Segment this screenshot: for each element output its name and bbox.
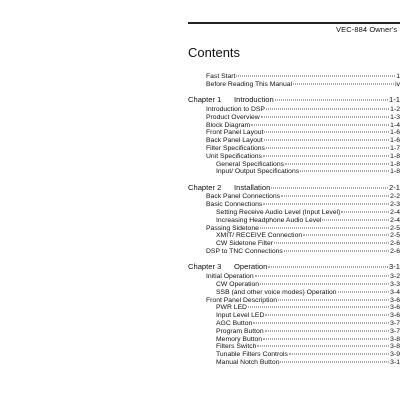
toc-entry-title: Basic Connections — [206, 201, 263, 209]
header-rule — [188, 22, 400, 24]
toc-entry-row — [216, 304, 400, 312]
toc-page-number: 1-2 — [390, 105, 400, 113]
toc-page-number: 2-5 — [390, 224, 400, 232]
toc-page-number: 3-6 — [390, 304, 400, 312]
toc-leader-dots — [268, 267, 388, 268]
toc-page-number: 3-8 — [390, 343, 400, 351]
toc-entry-row — [206, 273, 400, 281]
toc-leader-dots — [260, 283, 389, 284]
toc-entry-title: XMIT/ RECEIVE Connection — [216, 232, 303, 240]
toc-page-number: 3-2 — [390, 273, 400, 281]
toc-leader-dots — [338, 291, 390, 292]
toc-entry-title: Fast Start — [206, 73, 236, 80]
toc-leader-dots — [289, 354, 389, 355]
toc-entry-row — [216, 351, 400, 359]
toc-entry-title: Product Overview — [206, 113, 260, 121]
toc-chapter-row — [188, 263, 400, 271]
toc-entry-row — [206, 73, 400, 81]
toc-leader-dots — [266, 108, 389, 109]
toc-page-number: 3-6 — [390, 296, 400, 304]
toc-entry-row — [216, 359, 400, 367]
toc-entry-title: Front Panel Layout — [206, 129, 264, 137]
toc-leader-dots — [303, 235, 389, 236]
toc-page-number: 1-7 — [390, 144, 400, 152]
toc-entry-title: Passing Sidetone — [206, 224, 259, 232]
toc-entry-title: Introduction — [234, 96, 274, 105]
contents-heading: Contents — [188, 45, 241, 60]
toc-entry-row — [206, 114, 400, 122]
toc-entry-title: DSP to TNC Connections — [206, 248, 283, 255]
toc-entry-title: Tunable Filters Controls — [216, 351, 288, 359]
toc-leader-dots — [263, 338, 389, 339]
toc-chapter-number: Chapter 3 — [188, 263, 222, 272]
toc-entry-row — [206, 193, 400, 201]
toc-entry-title: Block Diagram — [206, 121, 251, 129]
toc-page-number: 1-6 — [390, 129, 400, 137]
toc-entry-row — [206, 297, 400, 305]
toc-chapter-number: Chapter 2 — [188, 183, 222, 192]
toc-leader-dots — [293, 83, 394, 84]
toc-entry-title: Initial Operation — [206, 273, 254, 281]
toc-chapter-row — [188, 184, 400, 192]
document-title: VEC-884 Owner's — [336, 25, 398, 34]
toc-leader-dots — [274, 243, 389, 244]
toc-entry-title: General Specifications — [216, 160, 285, 168]
toc-entry-row — [216, 336, 400, 344]
toc-leader-dots — [255, 276, 390, 277]
toc-entry-row — [206, 106, 400, 114]
toc-leader-dots — [278, 299, 389, 300]
toc-entry-row — [206, 137, 400, 145]
toc-leader-dots — [260, 227, 389, 228]
toc-page-number: 2-3 — [390, 201, 400, 209]
toc-entry-row — [206, 122, 400, 130]
toc-entry-title: PWR LED — [216, 304, 247, 312]
toc-entry-row — [216, 232, 400, 240]
toc-entry-title: SSB (and other voice modes) Operation — [216, 288, 337, 296]
toc-entry-title: Filters Switch — [216, 343, 257, 351]
toc-leader-dots — [265, 315, 389, 316]
toc-page-number: 3-9 — [390, 351, 400, 359]
toc-page-number: 3-7 — [390, 319, 400, 327]
toc-entry-title: Input/ Output Specifications — [216, 168, 300, 176]
toc-entry-row — [206, 81, 400, 89]
toc-entry-row — [216, 209, 400, 217]
toc-entry-title: Setting Receive Audio Level (Input Level) — [216, 209, 341, 216]
toc-entry-row — [216, 281, 400, 289]
toc-leader-dots — [236, 76, 395, 77]
toc-page-number: 1 — [396, 73, 400, 80]
toc-page-number: 2-6 — [390, 248, 400, 255]
toc-entry-title: Increasing Headphone Audio Level — [216, 216, 322, 224]
toc-leader-dots — [261, 116, 390, 117]
toc-entry-row — [206, 225, 400, 233]
toc-entry-row — [216, 328, 400, 336]
toc-entry-title: Operation — [234, 263, 268, 272]
toc-leader-dots — [264, 132, 389, 133]
toc-entry-title: Filter Specifications — [206, 144, 265, 152]
toc-entry-title: Input Level LED — [216, 312, 265, 320]
toc-leader-dots — [280, 361, 389, 362]
toc-leader-dots — [263, 204, 389, 205]
toc-leader-dots — [281, 196, 389, 197]
toc-page-number: 1-8 — [390, 152, 400, 160]
toc-entry-row — [216, 320, 400, 328]
toc-entry-row — [206, 153, 400, 161]
toc-page-number: 2-2 — [390, 193, 400, 201]
toc-page-number: 1-8 — [390, 168, 400, 176]
toc-page-number: 1-6 — [390, 137, 400, 145]
toc-entry-row — [206, 129, 400, 137]
toc-entry-row — [206, 145, 400, 153]
toc-page-number: 1-8 — [390, 160, 400, 168]
toc-leader-dots — [263, 155, 389, 156]
toc-leader-dots — [284, 251, 389, 252]
toc-leader-dots — [253, 322, 389, 323]
toc-entry-title: Front Panel Description — [206, 296, 278, 304]
toc-leader-dots — [275, 100, 388, 101]
toc-entry-row — [206, 248, 400, 256]
toc-leader-dots — [300, 171, 389, 172]
toc-page-number: 1-3 — [390, 113, 400, 121]
toc-entry-title: CW Sidetone Filter — [216, 240, 274, 248]
toc-entry-row — [206, 201, 400, 209]
toc-entry-title: Program Button — [216, 327, 264, 335]
toc-page-number: 1-1 — [389, 96, 400, 105]
toc-leader-dots — [257, 346, 389, 347]
toc-leader-dots — [248, 307, 389, 308]
toc-entry-title: Before Reading This Manual — [206, 80, 293, 88]
toc-leader-dots — [265, 330, 390, 331]
toc-entry-row — [216, 168, 400, 176]
toc-entry-row — [216, 289, 400, 297]
toc-page-number: 3-1 — [390, 358, 400, 366]
toc-entry-title: AGC Button — [216, 319, 253, 327]
toc-leader-dots — [322, 219, 389, 220]
toc-entry-row — [216, 312, 400, 320]
toc-page-number: 3-6 — [390, 312, 400, 320]
toc-leader-dots — [264, 140, 389, 141]
toc-page-number: 1-4 — [390, 121, 400, 129]
toc-page-number: 3-4 — [390, 288, 400, 296]
toc-entry-title: Unit Specifications — [206, 152, 262, 160]
toc-chapter-row — [188, 96, 400, 104]
toc-entry-title: CW Operation — [216, 280, 260, 288]
toc-entry-title: Back Panel Layout — [206, 137, 263, 145]
toc-entry-title: Installation — [234, 183, 271, 192]
toc-entry-title: Back Panel Connections — [206, 193, 281, 201]
toc-leader-dots — [285, 163, 389, 164]
toc-entry-row — [216, 161, 400, 169]
toc-entry-title: Introduction to DSP — [206, 105, 265, 113]
toc-chapter-number: Chapter 1 — [188, 96, 222, 105]
toc-leader-dots — [271, 187, 388, 188]
toc-page-number: iv — [395, 80, 400, 88]
toc-page-number: 2-6 — [390, 240, 400, 248]
toc-entry-row — [216, 240, 400, 248]
toc-page-number: 2-1 — [389, 183, 400, 192]
toc-page-number: 3-7 — [390, 327, 400, 335]
toc-leader-dots — [251, 124, 389, 125]
toc-page-number: 2-5 — [390, 232, 400, 240]
toc-entry-title: Manual Notch Button — [216, 358, 280, 366]
toc-page-number: 3-3 — [390, 280, 400, 288]
toc-leader-dots — [341, 212, 389, 213]
toc-page-number: 3-1 — [389, 263, 400, 272]
toc-entry-row — [216, 217, 400, 225]
toc-entry-row — [216, 343, 400, 351]
toc-page-number: 2-4 — [390, 216, 400, 224]
toc-page-number: 2-4 — [390, 209, 400, 216]
toc-page-number: 3-8 — [390, 335, 400, 343]
toc-leader-dots — [266, 147, 389, 148]
toc-entry-title: Memory Button — [216, 335, 263, 343]
